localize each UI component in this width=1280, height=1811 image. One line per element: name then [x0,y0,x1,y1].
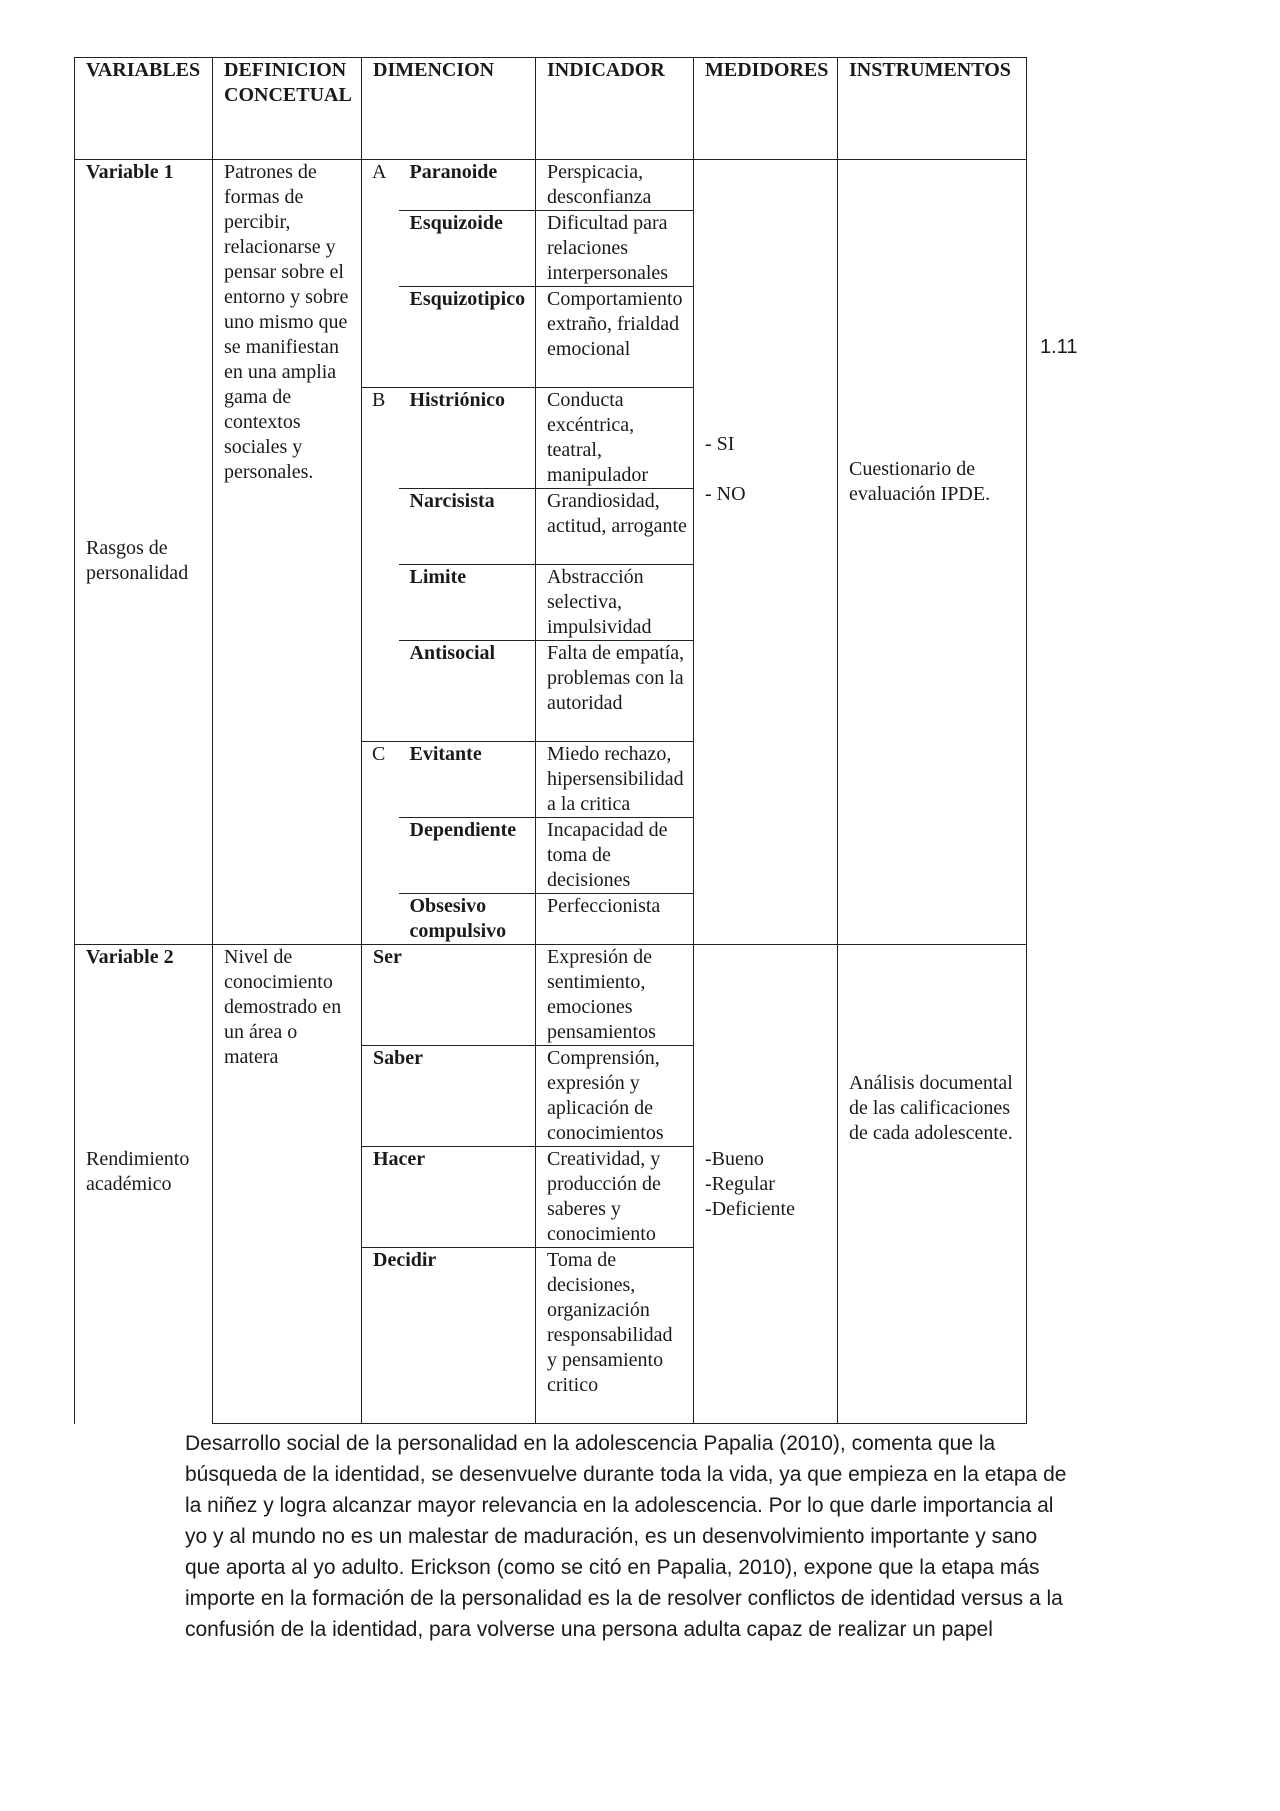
indicador-evitante: Miedo rechazo, hipersensibilidad a la critica [536,742,694,818]
header-definicion: DEFINICION CONCETUAL [213,58,362,160]
dimension-dependiente: Dependiente [399,818,536,894]
variable-1-cell [75,160,213,945]
table-row [75,945,1027,1046]
group-c-label: C [362,742,399,945]
paragraph-line: yo y al mundo no es un malestar de maduración, es un desenvolvimiento importante y sano [185,1525,1038,1548]
header-variables: VARIABLES [75,58,213,160]
dimension-ser: Ser [362,945,536,1046]
dimension-saber: Saber [362,1046,536,1147]
dimension-esquizoide: Esquizoide [399,211,536,287]
header-dimension: DIMENCION [362,58,536,160]
page-number: 1.11 [1040,336,1078,358]
variable-1-label: Variable 1 [86,161,174,183]
indicador-histrionico: Conducta excéntrica, teatral, manipulador [536,388,694,489]
indicador-antisocial: Falta de empatía, problemas con la autoridad [536,641,694,742]
header-indicador: INDICADOR [536,58,694,160]
indicador-dependiente: Incapacidad de toma de decisiones [536,818,694,894]
instrumento-ipde: Cuestionario de evaluación IPDE. [849,458,991,505]
medidor-bueno: -Bueno [705,1148,764,1170]
dimension-obsesivo: Obsesivo compulsivo [399,894,536,945]
medidor-deficiente: -Deficiente [705,1198,795,1220]
paragraph-line: que aporta al yo adulto. Erickson (como se citó en Papalia, 2010), expone que la etapa más [185,1556,1040,1579]
instrumento-2-cell [838,945,1027,1424]
dimension-limite: Limite [399,565,536,641]
dimension-hacer: Hacer [362,1147,536,1248]
dimension-histrionico: Histriónico [399,388,536,489]
indicador-narcisista: Grandiosidad, actitud, arrogante [536,489,694,565]
variable-2-cell [75,945,213,1424]
dimension-decidir: Decidir [362,1248,536,1424]
dimension-esquizotipico: Esquizotipico [399,287,536,388]
indicador-saber: Comprensión, expresión y aplicación de conocimientos [536,1046,694,1147]
definition-1-cell: Patrones de formas de percibir, relacionarse y pensar sobre el entorno y sobre uno mismo que se manifiestan en una amplia gama de contextos sociales y personales. [213,160,362,945]
medidor-no: - NO [705,483,746,505]
instrumento-1-cell [838,160,1027,945]
operationalization-table [74,57,1027,1424]
indicador-limite: Abstracción selectiva, impulsividad [536,565,694,641]
group-a-label: A [362,160,399,388]
medidores-2-cell [694,945,838,1424]
header-medidores: MEDIDORES [694,58,838,160]
dimension-antisocial: Antisocial [399,641,536,742]
variable-1-name: Rasgos de personalidad [86,537,189,584]
table-row [75,160,1027,211]
medidores-1-cell [694,160,838,945]
indicador-decidir: Toma de decisiones, organización responsabilidad y pensamiento critico [536,1248,694,1424]
indicador-ser: Expresión de sentimiento, emociones pensamientos [536,945,694,1046]
dimension-paranoide: Paranoide [399,160,536,211]
indicador-paranoide: Perspicacia, desconfianza [536,160,694,211]
header-instrumentos: INSTRUMENTOS [838,58,1027,160]
indicador-hacer: Creatividad, y producción de saberes y conocimiento [536,1147,694,1248]
medidor-regular: -Regular [705,1173,775,1195]
paragraph-line: Desarrollo social de la personalidad en la adolescencia Papalia (2010), comenta que la [185,1432,996,1455]
indicador-esquizoide: Dificultad para relaciones interpersonales [536,211,694,287]
instrumento-analisis: Análisis documental de las calificaciones de cada adolescente. [849,1072,1013,1144]
paragraph-line: la niñez y logra alcanzar mayor relevancia en la adolescencia. Por lo que darle importancia al [185,1494,1054,1517]
definition-2-cell: Nivel de conocimiento demostrado en un área o matera [213,945,362,1424]
group-b-label: B [362,388,399,742]
indicador-obsesivo: Perfeccionista [536,894,694,945]
paragraph-line: búsqueda de la identidad, se desenvuelve durante toda la vida, ya que empieza en la etapa de [185,1463,1067,1486]
variable-2-label: Variable 2 [86,946,174,968]
paragraph-line: confusión de la identidad, para volverse una persona adulta capaz de realizar un papel [185,1618,993,1641]
body-paragraph [185,1428,1105,1645]
variable-2-name: Rendimiento académico [86,1148,190,1195]
dimension-evitante: Evitante [399,742,536,818]
medidor-si: - SI [705,433,735,455]
table-header-row [75,58,1027,160]
paragraph-line: importe en la formación de la personalidad es la de resolver conflictos de identidad versus a la [185,1587,1063,1610]
indicador-esquizotipico: Comportamiento extraño, frialdad emocional [536,287,694,388]
dimension-narcisista: Narcisista [399,489,536,565]
